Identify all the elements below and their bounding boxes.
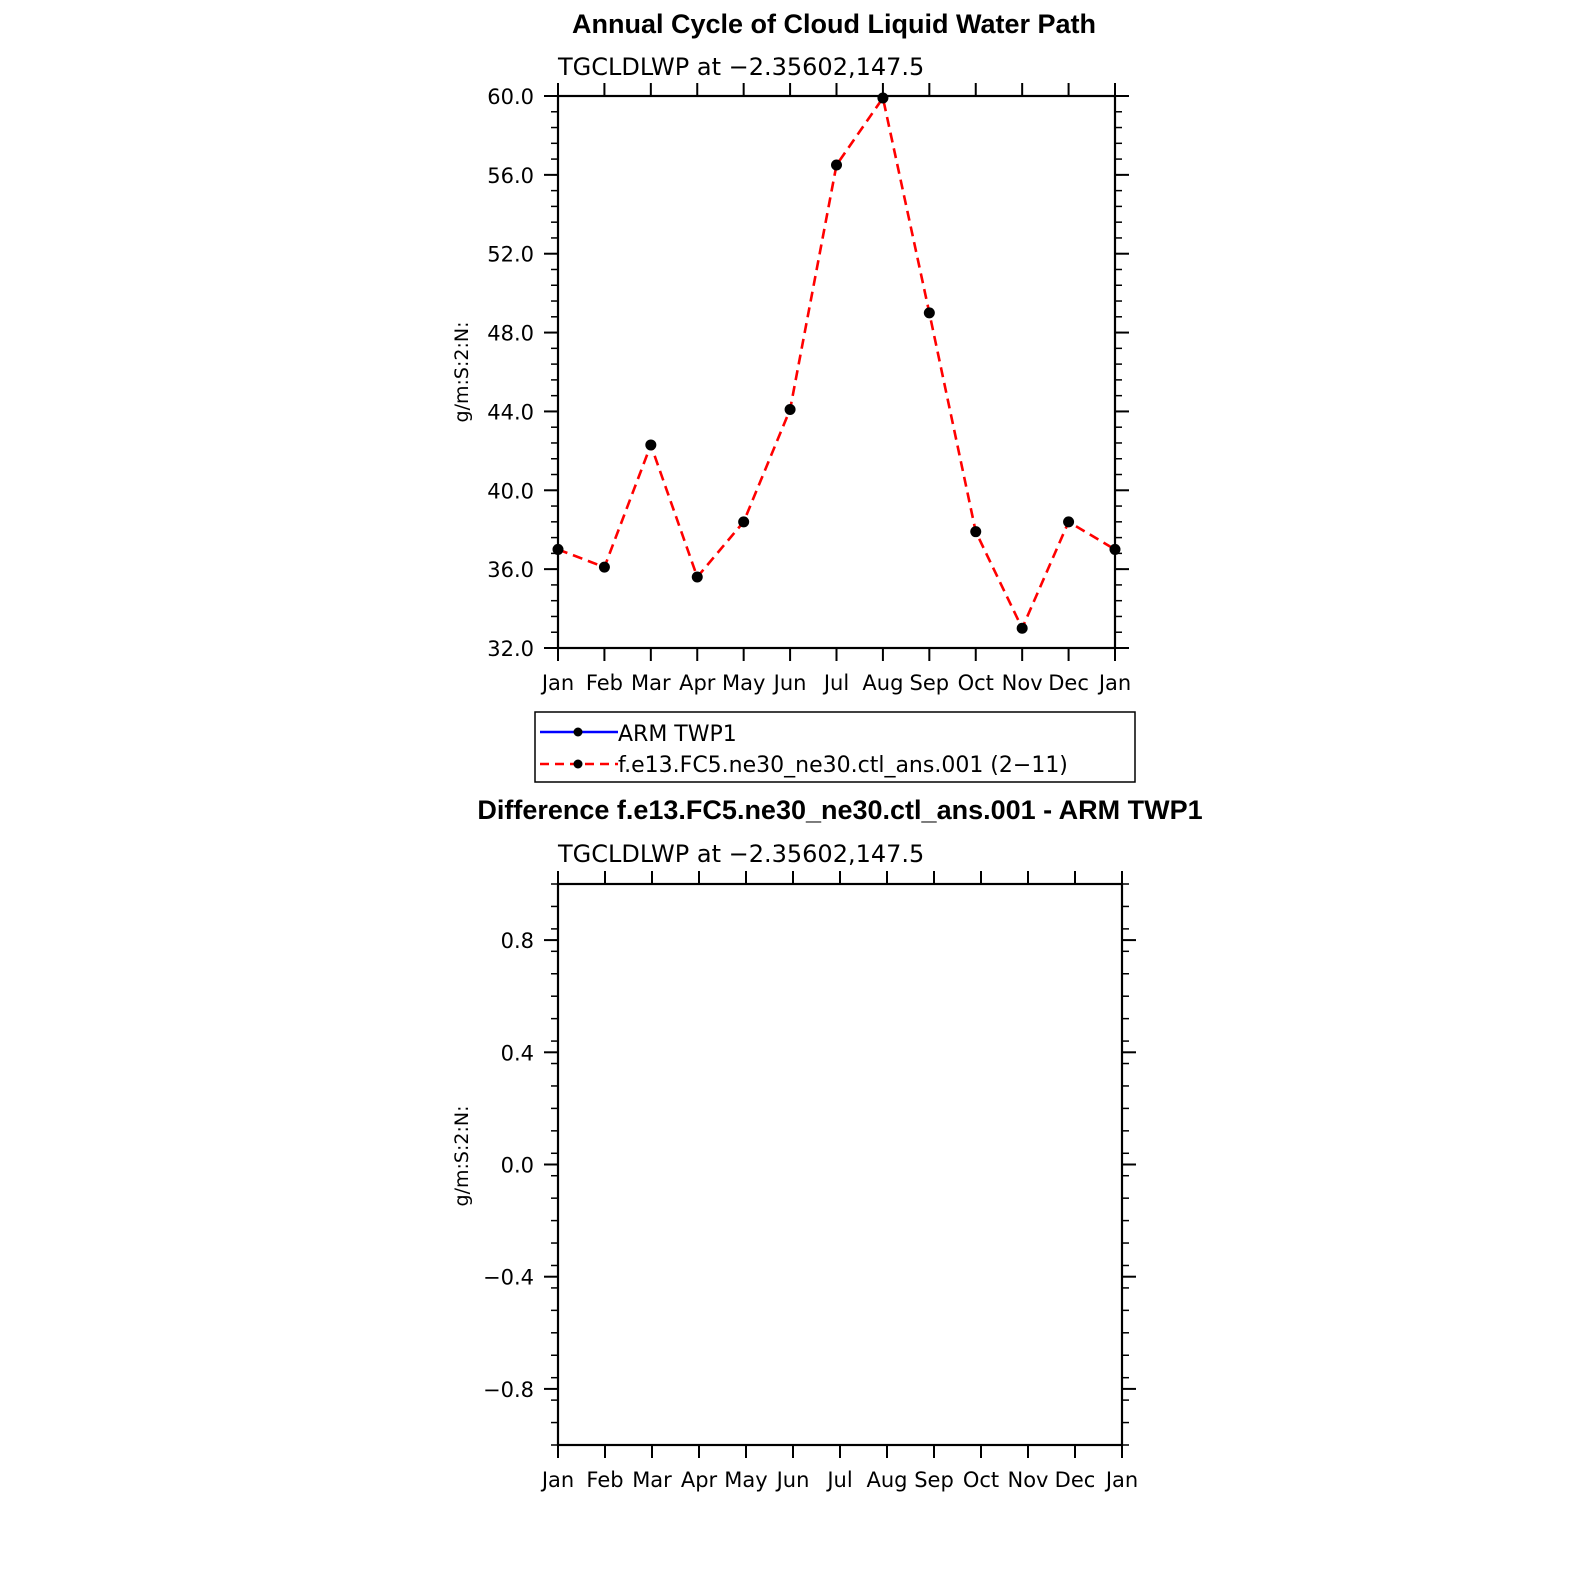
y-tick-label: 36.0 <box>487 558 534 583</box>
x-tick-label: Feb <box>586 1468 624 1492</box>
y-tick-label: 32.0 <box>487 637 534 661</box>
data-point <box>785 404 796 415</box>
y-tick-label: 52.0 <box>487 242 534 267</box>
legend-label-model: f.e13.FC5.ne30_ne30.ctl_ans.001 (2−11) <box>618 753 1068 778</box>
y-tick-label: −0.8 <box>483 1377 534 1402</box>
data-point <box>692 572 703 583</box>
data-point <box>738 516 749 527</box>
legend-label-arm: ARM TWP1 <box>618 722 737 747</box>
data-point <box>1017 623 1028 634</box>
x-tick-label: Jun <box>776 1468 810 1492</box>
x-tick-label: Sep <box>914 1468 954 1492</box>
y-tick-label: 0.0 <box>500 1153 534 1178</box>
plot-frame <box>558 96 1115 648</box>
x-tick-label: Nov <box>1007 1468 1049 1492</box>
chart-title: Annual Cycle of Cloud Liquid Water Path <box>571 9 1097 39</box>
chart-difference <box>451 795 1203 1492</box>
data-point <box>553 544 564 555</box>
x-tick-label: Jan <box>1098 671 1132 695</box>
y-tick-label: −0.4 <box>483 1265 534 1290</box>
plot-frame <box>558 884 1122 1445</box>
chart-title: Difference f.e13.FC5.ne30_ne30.ctl_ans.001 - ARM TWP1 <box>477 795 1203 825</box>
data-point <box>1110 544 1121 555</box>
x-tick-label: Jan <box>1105 1468 1139 1492</box>
chart-subtitle: TGCLDLWP at −2.35602,147.5 <box>558 53 925 81</box>
data-point <box>924 307 935 318</box>
x-tick-label: May <box>721 671 766 695</box>
chart-subtitle: TGCLDLWP at −2.35602,147.5 <box>558 840 925 868</box>
y-tick-label: 0.8 <box>500 929 534 954</box>
chart-annual-cycle <box>451 9 1131 695</box>
plot-area <box>487 83 1131 695</box>
legend-marker-arm <box>574 728 583 737</box>
x-tick-label: Aug <box>862 671 904 695</box>
x-tick-label: Dec <box>1048 671 1089 695</box>
x-tick-label: Apr <box>680 1468 718 1492</box>
x-tick-label: Mar <box>631 671 671 695</box>
x-tick-label: Nov <box>1001 671 1043 695</box>
series-line <box>558 98 1115 628</box>
legend <box>535 712 1135 782</box>
y-tick-label: 60.0 <box>487 85 534 109</box>
y-tick-label: 0.4 <box>500 1041 534 1066</box>
y-tick-label: 48.0 <box>487 321 534 346</box>
x-tick-label: Apr <box>679 671 716 695</box>
y-tick-label: 40.0 <box>487 479 534 504</box>
y-axis-label: g/m:S:2:N: <box>451 1105 473 1207</box>
y-tick-label: 56.0 <box>487 163 534 188</box>
x-tick-label: Jul <box>827 1468 853 1492</box>
x-tick-label: Oct <box>957 671 994 695</box>
x-tick-label: Jan <box>541 671 575 695</box>
data-point <box>831 160 842 171</box>
legend-marker-model <box>574 760 583 769</box>
plot-area <box>483 871 1138 1492</box>
x-tick-label: Feb <box>585 671 624 695</box>
x-tick-label: Jan <box>541 1468 575 1492</box>
x-tick-label: Sep <box>909 671 950 695</box>
x-tick-label: Oct <box>962 1468 1000 1492</box>
x-tick-label: Aug <box>866 1468 908 1492</box>
x-tick-label: May <box>724 1468 768 1492</box>
data-point <box>877 92 888 103</box>
data-point <box>599 562 610 573</box>
data-point <box>970 526 981 537</box>
y-tick-label: 44.0 <box>487 400 534 425</box>
x-tick-label: Jul <box>823 671 850 695</box>
y-axis-label: g/m:S:2:N: <box>451 321 473 423</box>
x-tick-label: Dec <box>1054 1468 1096 1492</box>
data-point <box>1063 516 1074 527</box>
data-point <box>645 439 656 450</box>
x-tick-label: Jun <box>773 671 807 695</box>
x-tick-label: Mar <box>632 1468 672 1492</box>
